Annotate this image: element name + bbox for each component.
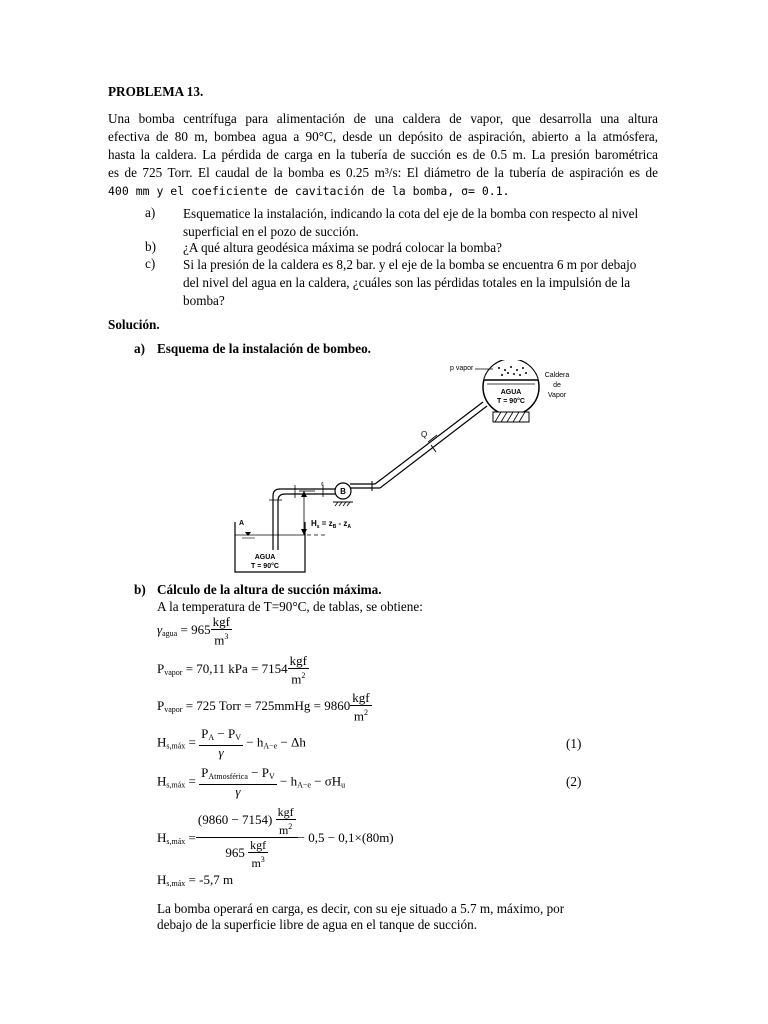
boiler-water-label: AGUA bbox=[500, 389, 522, 396]
statement-line: efectiva de 80 m, bombea agua a 90°C, desde un depósito de aspiración, abierto a la atmósfera, bbox=[108, 129, 658, 144]
vapor-label: Vapor bbox=[547, 392, 567, 399]
pump-label: B bbox=[340, 487, 346, 496]
equation-gamma: $\gamma_{agua} = 965$ $\frac{\text{kgf}}{m^3}$ bbox=[157, 614, 230, 648]
tank-temp-label: T = 90°C bbox=[251, 563, 279, 570]
question-b-label: b) bbox=[145, 239, 156, 254]
p-vapor-label: p vapor bbox=[450, 365, 474, 372]
caldera-label: Caldera bbox=[544, 372, 570, 379]
section-a-title: Esquema de la instalación de bombeo. bbox=[157, 341, 371, 356]
question-a-label: a) bbox=[145, 205, 156, 220]
statement-line: hasta la caldera. La pérdida de carga en la tubería de succión es de 0.5 m. La presión barométrica bbox=[108, 147, 658, 162]
section-a-label: a) bbox=[134, 341, 145, 356]
section-b-title: Cálculo de la altura de succión máxima. bbox=[157, 582, 382, 597]
section-b-intro: A la temperatura de T=90°C, de tablas, se obtiene: bbox=[157, 599, 423, 614]
statement-line: Una bomba centrífuga para alimentación de una caldera de vapor, que desarrolla una altura bbox=[108, 111, 658, 126]
equation-pvapor-torr: $P_{vapor} = 725$ Torr = 725mmHg = 9860 $\frac{\text{kgf}}{m^2}$ bbox=[157, 690, 370, 724]
solution-heading: Solución. bbox=[108, 317, 160, 332]
problem-statement bbox=[108, 110, 658, 200]
problem-title: PROBLEMA 13. bbox=[108, 84, 204, 99]
discharge-pipe bbox=[375, 402, 483, 484]
de-label: de bbox=[553, 382, 561, 389]
tank-water-label: AGUA bbox=[254, 554, 276, 561]
statement-line: es de 725 Torr. El caudal de la bomba es 0.25 m³/s: El diámetro de la tubería de aspiración es de bbox=[108, 165, 658, 180]
point-a-label: A bbox=[239, 520, 245, 527]
question-b-text: ¿A qué altura geodésica máxima se podrá colocar la bomba? bbox=[183, 240, 502, 255]
section-b-label: b) bbox=[134, 582, 146, 597]
question-c-label: c) bbox=[145, 256, 156, 271]
equation-2-number: (2) bbox=[566, 774, 582, 789]
equation-result: $H_{s,máx} = -5,7$ m bbox=[157, 872, 234, 888]
conclusion-line-2: debajo de la superficie libre de agua en el tanque de succión. bbox=[157, 917, 478, 932]
hs-label: $H_s = z_B - z_A$ bbox=[311, 519, 352, 530]
question-c-text: Si la presión de la caldera es 8,2 bar. y el eje de la bomba se encuentra 6 m por debajo del nivel del agua en la caldera, ¿cuáles son las pérdidas totales en la impulsión de la bomba? bbox=[183, 257, 637, 308]
boiler-temp-label: T = 90°C bbox=[497, 398, 525, 405]
equation-pvapor-kpa: $P_{vapor} = 70,11$ kPa = 7154 $\frac{\text{kgf}}{m^2}$ bbox=[157, 653, 307, 687]
conclusion-line-1: La bomba operará en carga, es decir, con su eje situado a 5.7 m, máximo, por bbox=[157, 901, 565, 916]
svg-text:¢: ¢ bbox=[321, 482, 324, 488]
equation-1: $H_{s,máx}$ = $\frac{P_A - P_V}{\gamma}$ − $h_{A-e} - \Delta h$ bbox=[157, 726, 306, 760]
equation-3: $H_{s,máx}$ = (9860 − 7154) $\frac{\text{kgf}}{m^2}$ 965 $\frac{\text{kgf}}{m^3}$ − 0,5 − 0,1×(80m) bbox=[157, 805, 394, 870]
pumping-installation-diagram bbox=[225, 360, 585, 580]
flow-q-label: Q bbox=[421, 430, 428, 439]
question-a-text: Esquematice la instalación, indicando la cota del eje de la bomba con respecto al nivel superficial en el pozo de succión. bbox=[183, 206, 639, 239]
equation-1-number: (1) bbox=[566, 736, 582, 751]
statement-line: 400 mm y el coeficiente de cavitación de la bomba, σ= 0.1. bbox=[108, 184, 510, 198]
equation-2: $H_{s,máx}$ = $\frac{P_{Atmosférica} - P_V}{\gamma}$ − $h_{A-e} - \sigma H_u$ bbox=[157, 765, 346, 799]
